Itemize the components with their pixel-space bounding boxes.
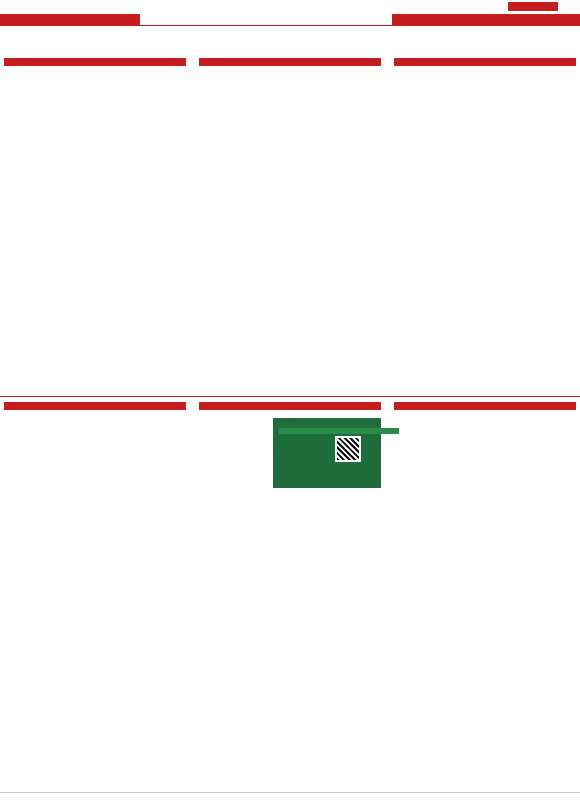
promo-caption [279,428,399,434]
promo-image [273,418,381,488]
group-header [4,402,186,410]
group-header [199,58,381,66]
section-divider [0,396,580,397]
article-girone-a [4,58,186,71]
section-band [0,14,140,26]
article-body [199,418,269,488]
group-header [394,402,576,410]
category-band [392,14,580,26]
article-girone-e [199,402,381,488]
article-girone-f [394,402,576,415]
group-header [394,58,576,66]
article-girone-c [394,58,576,71]
header-rule [140,25,392,26]
group-header [4,58,186,66]
group-header [199,402,381,410]
page-header [0,0,580,26]
page-footer [0,792,580,804]
publication-logo [508,2,558,11]
article-girone-b [199,58,381,71]
qr-code-icon [335,436,361,462]
article-girone-d [4,402,186,415]
